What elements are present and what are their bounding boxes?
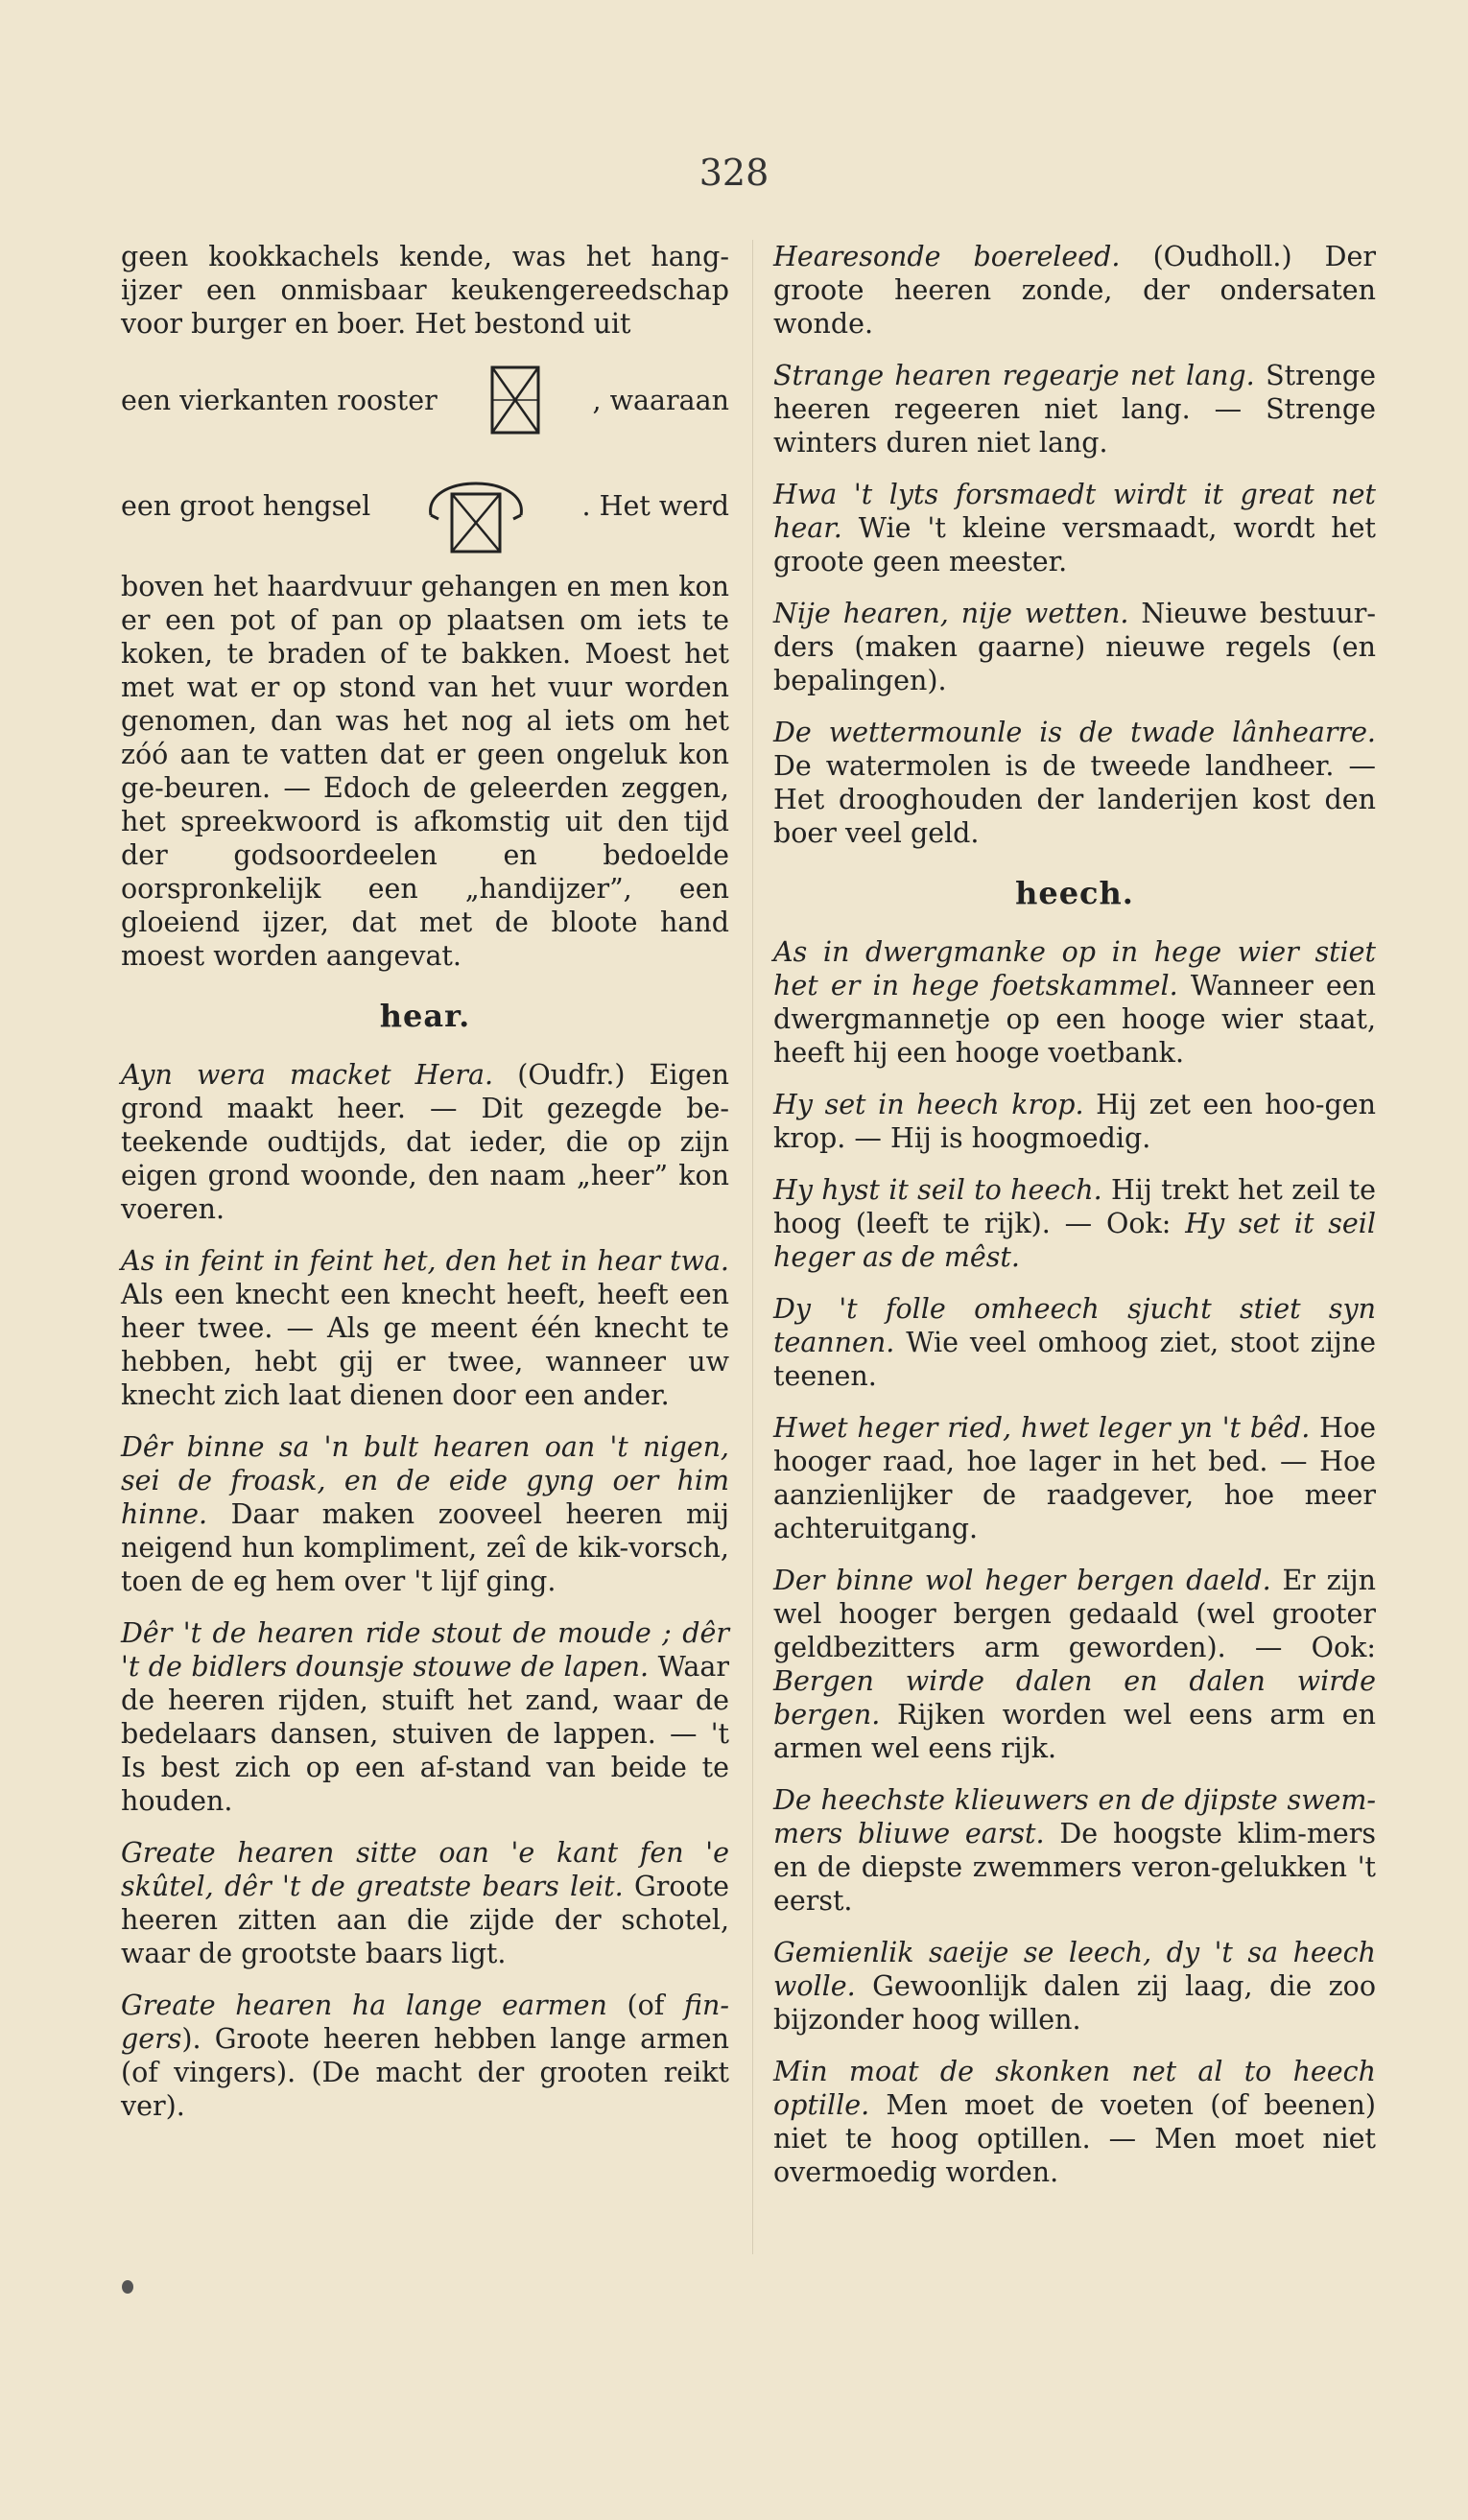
frisian-proverb: Dy 't folle omheech sjucht stiet syn teannen. <box>773 1293 1376 1358</box>
dutch-translation-part: ). Groote heeren hebben lange armen (of vingers). (De macht der grooten reikt ver). <box>121 2023 729 2122</box>
frisian-proverb: De heechste klieuwers en de djipste swem-mers bliuwe earst. <box>773 1784 1376 1849</box>
frisian-proverb: Strange hearen regearje net lang. <box>773 360 1255 391</box>
frisian-proverb: Dêr binne sa 'n bult hearen oan 't nigen, sei de froask, en de eide gyng oer him hinne. <box>121 1431 729 1530</box>
dutch-translation: Waar de heeren rijden, stuift het zand, waar de bedelaars dansen, stuiven de lappen. — 't Is best zich op een af-stand van beide te houden. <box>121 1651 730 1817</box>
dutch-translation: Men moet de voeten (of beenen) niet te hoog optillen. — Men moet niet overmoedig worden. <box>773 2089 1376 2188</box>
hengsel-line <box>121 456 729 555</box>
entry <box>773 1564 1376 1765</box>
intro-paragraph-continued: boven het haardvuur gehangen en men kon er een pot of pan op plaatsen om iets te koken, te braden of te bakken. Moest het met wat er op stond van het vuur worden genomen, dan was het nog al iets om het zóó aan te vatten dat er geen ongeluk kon ge-beuren. — Edoch de geleerden zeggen, het spreekwoord is afkomstig uit den tijd der godsoordeelen en bedoelde oorspronkelijk een „handijzer”, een gloeiend ijzer, dat met de bloote hand moest worden aangevat. <box>121 571 729 972</box>
entry <box>773 1783 1376 1918</box>
frisian-proverb: Ayn wera macket Hera. <box>121 1059 494 1091</box>
column-divider <box>752 240 753 2254</box>
frisian-proverb: Hearesonde boereleed. <box>773 241 1121 272</box>
dutch-translation: Hij trekt het zeil te hoog (leeft te rijk). — Ook: <box>773 1174 1376 1239</box>
entry <box>121 1244 729 1412</box>
entry <box>773 359 1376 459</box>
frisian-proverb: Greate hearen ha lange earmen <box>121 1990 607 2021</box>
entry <box>773 597 1376 697</box>
entry <box>773 1173 1376 1274</box>
left-column <box>121 240 729 2141</box>
dutch-translation-part: Rijken worden wel eens arm en armen wel eens rijk. <box>773 1699 1376 1764</box>
frisian-proverb: Der binne wol heger bergen daeld. <box>773 1565 1271 1596</box>
frisian-proverb: Gemienlik saeije se leech, dy 't sa heech wolle. <box>773 1937 1376 2002</box>
rooster-line <box>121 359 729 441</box>
entry <box>121 1989 729 2123</box>
entry <box>773 935 1376 1070</box>
headword-heech: heech. <box>1015 875 1134 911</box>
handle-icon <box>414 456 538 555</box>
dutch-translation: Wie veel omhoog ziet, stoot zijne teenen. <box>773 1327 1376 1392</box>
entry <box>121 1430 729 1598</box>
frisian-proverb-part: fin-gers <box>121 1990 729 2055</box>
entry <box>773 240 1376 341</box>
entry <box>773 478 1376 578</box>
headword-hear: hear. <box>379 998 471 1034</box>
dutch-translation: (Oudfr.) Eigen grond maakt heer. — Dit gezegde be-teekende oudtijds, dat ieder, die op zijn eigen grond woonde, den naam „heer” kon voeren. <box>121 1059 729 1225</box>
square-grid-icon <box>487 363 543 437</box>
frisian-proverb: As in feint in feint het, den het in hear twa. <box>121 1245 729 1277</box>
dutch-translation: Strenge heeren regeeren niet lang. — Strenge winters duren niet lang. <box>773 360 1376 459</box>
intro-paragraph: geen kookkachels kende, was het hang-ijzer een onmisbaar keukengereedschap voor burger en boer. Het bestond uit <box>121 241 729 340</box>
hengsel-text-before: een groot hengsel <box>121 489 371 522</box>
entry <box>773 1411 1376 1545</box>
entry <box>773 2055 1376 2189</box>
frisian-proverb: Hy hyst it seil to heech. <box>773 1174 1102 1206</box>
frisian-proverb-part: Hy set it seil heger as de mêst. <box>773 1208 1376 1273</box>
hengsel-text-after: . Het werd <box>581 489 729 522</box>
frisian-proverb: Nije hearen, nije wetten. <box>773 598 1129 629</box>
dutch-translation: De hoogste klim-mers en de diepste zwemmers veron-gelukken 't eerst. <box>773 1818 1376 1917</box>
dutch-translation: De watermolen is de tweede landheer. — Het drooghouden der landerijen kost den boer veel geld. <box>773 750 1376 849</box>
frisian-proverb: Hwet heger ried, hwet leger yn 't bêd. <box>773 1412 1311 1444</box>
entry <box>773 1936 1376 2037</box>
rooster-text-before: een vierkanten rooster <box>121 384 438 416</box>
rooster-text-after: , waaraan <box>592 384 729 416</box>
dutch-translation: Groote heeren zitten aan die zijde der schotel, waar de grootste baars ligt. <box>121 1871 729 1969</box>
frisian-proverb: Hwa 't lyts forsmaedt wirdt it great net hear. <box>773 479 1376 544</box>
dutch-translation: Wanneer een dwergmannetje op een hooge wier staat, heeft hij een hooge voetbank. <box>773 970 1376 1069</box>
frisian-proverb: Hy set in heech krop. <box>773 1089 1084 1120</box>
dutch-translation: Hij zet een hoo-gen krop. — Hij is hoogmoedig. <box>773 1089 1376 1154</box>
entry <box>773 1088 1376 1155</box>
frisian-proverb-part: Bergen wirde dalen en dalen wirde bergen. <box>773 1665 1376 1731</box>
entry <box>121 1836 729 1970</box>
dutch-translation: Als een knecht een knecht heeft, heeft een heer twee. — Als ge meent één knecht te hebben, hebt gij er twee, wanneer uw knecht zich laat dienen door een ander. <box>121 1279 729 1411</box>
frisian-proverb: Dêr 't de hearen ride stout de moude ; dêr 't de bidlers dounsje stouwe de lapen. <box>121 1617 729 1683</box>
dutch-translation: Wie 't kleine versmaadt, wordt het groote geen meester. <box>773 512 1376 577</box>
entry <box>121 1616 729 1818</box>
dutch-translation: (Oudholl.) Der groote heeren zonde, der ondersaten wonde. <box>773 241 1377 340</box>
dutch-translation: Gewoonlijk dalen zij laag, die zoo bijzonder hoog willen. <box>773 1970 1376 2036</box>
frisian-proverb: As in dwergmanke op in hege wier stiet het er in hege foetskammel. <box>773 936 1376 1001</box>
entry <box>773 716 1376 850</box>
right-column <box>773 240 1376 2207</box>
page-number: 328 <box>698 152 770 194</box>
entry <box>773 1292 1376 1393</box>
dutch-translation: (of <box>606 1990 684 2021</box>
ink-spot <box>122 2280 133 2294</box>
frisian-proverb: Min moat de skonken net al to heech optille. <box>773 2056 1376 2121</box>
dutch-translation: Er zijn wel hooger bergen gedaald (wel grooter geldbezitters arm geworden). — Ook: <box>773 1565 1376 1663</box>
entry <box>121 1058 729 1226</box>
frisian-proverb: Greate hearen sitte oan 'e kant fen 'e skûtel, dêr 't de greatste bears leit. <box>121 1837 729 1902</box>
dutch-translation: Hoe hooger raad, hoe lager in het bed. — Hoe aanzienlijker de raadgever, hoe meer achteruitgang. <box>773 1412 1376 1544</box>
dutch-translation: Daar maken zooveel heeren mij neigend hun kompliment, zeî de kik-vorsch, toen de eg hem over 't lijf ging. <box>121 1498 729 1597</box>
dutch-translation: Nieuwe bestuur-ders (maken gaarne) nieuwe regels (en bepalingen). <box>773 598 1377 696</box>
frisian-proverb: De wettermounle is de twade lânhearre. <box>773 717 1376 748</box>
